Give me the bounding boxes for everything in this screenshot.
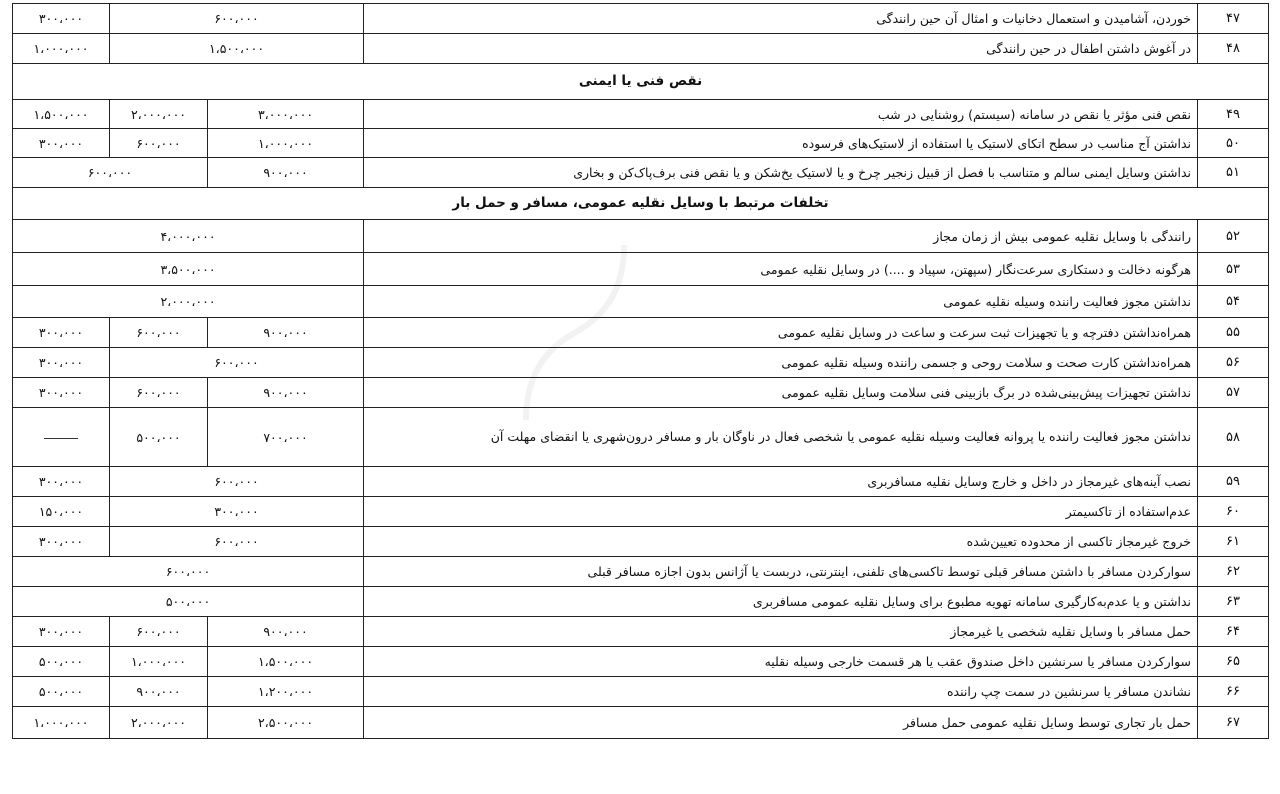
fine-amount-mid: ۹۰۰،۰۰۰ xyxy=(110,677,208,707)
table-row xyxy=(13,467,1269,497)
fine-amount: ۶۰۰،۰۰۰ xyxy=(13,557,364,587)
violation-description: نداشتن مجوز فعالیت راننده وسیله نقلیه عمومی xyxy=(364,286,1198,318)
table-row xyxy=(13,318,1269,348)
row-number: ۵۹ xyxy=(1198,467,1269,497)
table-row xyxy=(13,677,1269,707)
fine-amount: ۵۰۰،۰۰۰ xyxy=(13,587,364,617)
fine-amount-mid: ۶۰۰،۰۰۰ xyxy=(110,318,208,348)
fine-amount: ۳۰۰،۰۰۰ xyxy=(110,497,364,527)
table-row xyxy=(13,348,1269,378)
section-heading-public-transport: تخلفات مرتبط با وسایل نقلیه عمومی، مسافر و حمل بار xyxy=(13,188,1269,220)
dash-mark xyxy=(44,438,78,439)
fine-amount: ۶۰۰،۰۰۰ xyxy=(110,467,364,497)
fine-amount-mid: ۶۰۰،۰۰۰ xyxy=(110,129,208,158)
violation-description: در آغوش داشتن اطفال در حین رانندگی xyxy=(364,34,1198,64)
fine-amount: ۶۰۰،۰۰۰ xyxy=(110,527,364,557)
fine-amount-high: ۹۰۰،۰۰۰ xyxy=(208,378,364,408)
row-number: ۵۷ xyxy=(1198,378,1269,408)
row-number: ۵۱ xyxy=(1198,158,1269,188)
table-row xyxy=(13,129,1269,158)
fine-amount-high: ۱،۲۰۰،۰۰۰ xyxy=(208,677,364,707)
violation-description: نداشتن تجهیزات پیش‌بینی‌شده در برگ بازبینی فنی سلامت وسایل نقلیه عمومی xyxy=(364,378,1198,408)
row-number: ۴۷ xyxy=(1198,4,1269,34)
violation-description: خوردن، آشامیدن و استعمال دخانیات و امثال آن حین رانندگی xyxy=(364,4,1198,34)
section-heading-row xyxy=(13,64,1269,100)
fine-amount-empty xyxy=(13,408,110,467)
row-number: ۴۹ xyxy=(1198,100,1269,129)
fine-amount-mid: ۲،۰۰۰،۰۰۰ xyxy=(110,100,208,129)
violation-description: همراه‌نداشتن کارت صحت و سلامت روحی و جسمی راننده وسیله نقلیه عمومی xyxy=(364,348,1198,378)
fine-amount-mid: ۵۰۰،۰۰۰ xyxy=(110,408,208,467)
row-number: ۵۰ xyxy=(1198,129,1269,158)
violation-description: هرگونه دخالت و دستکاری سرعت‌نگار (سپهتن، سپیاد و ....) در وسایل نقلیه عمومی xyxy=(364,253,1198,286)
fine-amount-low: ۳۰۰،۰۰۰ xyxy=(13,318,110,348)
table-row xyxy=(13,100,1269,129)
section-heading-technical: نقص فنی یا ایمنی xyxy=(13,64,1269,100)
fine-amount-mid: ۲،۰۰۰،۰۰۰ xyxy=(110,707,208,739)
fine-amount-mid: ۶۰۰،۰۰۰ xyxy=(110,617,208,647)
fine-amount-mid: ۱،۰۰۰،۰۰۰ xyxy=(110,647,208,677)
fine-amount-low: ۶۰۰،۰۰۰ xyxy=(13,158,208,188)
table-row xyxy=(13,527,1269,557)
fines-table xyxy=(12,3,1269,739)
fine-amount-low: ۳۰۰،۰۰۰ xyxy=(13,4,110,34)
table-row xyxy=(13,286,1269,318)
row-number: ۴۸ xyxy=(1198,34,1269,64)
violation-description: همراه‌نداشتن دفترچه و یا تجهیزات ثبت سرعت و ساعت در وسایل نقلیه عمومی xyxy=(364,318,1198,348)
table-row xyxy=(13,557,1269,587)
fine-amount-high: ۷۰۰،۰۰۰ xyxy=(208,408,364,467)
violation-description: نصب آینه‌های غیرمجاز در داخل و خارج وسایل نقلیه مسافربری xyxy=(364,467,1198,497)
table-row xyxy=(13,378,1269,408)
row-number: ۵۳ xyxy=(1198,253,1269,286)
violation-description: سوارکردن مسافر با داشتن مسافر قبلی توسط تاکسی‌های تلفنی، اینترنتی، دربست یا آژانس بدون اجازه مسافر قبلی xyxy=(364,557,1198,587)
fine-amount-low: ۳۰۰،۰۰۰ xyxy=(13,129,110,158)
row-number: ۶۷ xyxy=(1198,707,1269,739)
table-row xyxy=(13,158,1269,188)
violation-description: رانندگی با وسایل نقلیه عمومی بیش از زمان مجاز xyxy=(364,220,1198,253)
row-number: ۵۲ xyxy=(1198,220,1269,253)
fine-amount-high: ۱،۵۰۰،۰۰۰ xyxy=(208,647,364,677)
fine-amount: ۴،۰۰۰،۰۰۰ xyxy=(13,220,364,253)
row-number: ۶۴ xyxy=(1198,617,1269,647)
table-row xyxy=(13,647,1269,677)
violation-description: عدم‌استفاده از تاکسیمتر xyxy=(364,497,1198,527)
fine-amount-high: ۹۰۰،۰۰۰ xyxy=(208,617,364,647)
fine-amount-low: ۱،۵۰۰،۰۰۰ xyxy=(13,100,110,129)
row-number: ۶۶ xyxy=(1198,677,1269,707)
fine-amount-high: ۳،۰۰۰،۰۰۰ xyxy=(208,100,364,129)
fine-amount-low: ۱۵۰،۰۰۰ xyxy=(13,497,110,527)
fine-amount-low: ۳۰۰،۰۰۰ xyxy=(13,617,110,647)
violation-description: حمل مسافر با وسایل نقلیه شخصی یا غیرمجاز xyxy=(364,617,1198,647)
table-row xyxy=(13,220,1269,253)
violation-description: نداشتن و یا عدم‌به‌کارگیری سامانه تهویه مطبوع برای وسایل نقلیه عمومی مسافربری xyxy=(364,587,1198,617)
fine-amount-low: ۳۰۰،۰۰۰ xyxy=(13,378,110,408)
fine-amount-high: ۹۰۰،۰۰۰ xyxy=(208,158,364,188)
violation-description: نداشتن وسایل ایمنی سالم و متناسب با فصل از قبیل زنجیر چرخ و یا لاستیک یخ‌شکن و یا نقص فنی برف‌پاک‌کن و بخاری xyxy=(364,158,1198,188)
fine-amount-low: ۵۰۰،۰۰۰ xyxy=(13,677,110,707)
violation-description: نشاندن مسافر یا سرنشین در سمت چپ راننده xyxy=(364,677,1198,707)
fine-amount: ۱،۵۰۰،۰۰۰ xyxy=(110,34,364,64)
table-row xyxy=(13,617,1269,647)
fine-amount-high: ۲،۵۰۰،۰۰۰ xyxy=(208,707,364,739)
fine-amount-low: ۳۰۰،۰۰۰ xyxy=(13,527,110,557)
fine-amount: ۳،۵۰۰،۰۰۰ xyxy=(13,253,364,286)
row-number: ۵۶ xyxy=(1198,348,1269,378)
violation-description: نقص فنی مؤثر یا نقص در سامانه (سیستم) روشنایی در شب xyxy=(364,100,1198,129)
fine-amount-low: ۵۰۰،۰۰۰ xyxy=(13,647,110,677)
violation-description: نداشتن آج مناسب در سطح اتکای لاستیک یا استفاده از لاستیک‌های فرسوده xyxy=(364,129,1198,158)
fine-amount-low: ۱،۰۰۰،۰۰۰ xyxy=(13,34,110,64)
violation-description: سوارکردن مسافر یا سرنشین داخل صندوق عقب یا هر قسمت خارجی وسیله نقلیه xyxy=(364,647,1198,677)
fine-amount-high: ۹۰۰،۰۰۰ xyxy=(208,318,364,348)
row-number: ۵۵ xyxy=(1198,318,1269,348)
table-row xyxy=(13,408,1269,467)
violation-description: نداشتن مجوز فعالیت راننده یا پروانه فعالیت وسیله نقلیه عمومی یا شخصی فعال در ناوگان بار و مسافر درون‌شهری یا انقضای مهلت آن xyxy=(364,408,1198,467)
table-row xyxy=(13,707,1269,739)
row-number: ۶۵ xyxy=(1198,647,1269,677)
fine-amount-mid: ۶۰۰،۰۰۰ xyxy=(110,378,208,408)
section-heading-row xyxy=(13,188,1269,220)
fine-amount-low: ۳۰۰،۰۰۰ xyxy=(13,467,110,497)
fine-amount: ۶۰۰،۰۰۰ xyxy=(110,348,364,378)
row-number: ۶۳ xyxy=(1198,587,1269,617)
table-row xyxy=(13,4,1269,34)
fine-amount-low: ۳۰۰،۰۰۰ xyxy=(13,348,110,378)
table-row xyxy=(13,587,1269,617)
table-row xyxy=(13,34,1269,64)
violation-description: خروج غیرمجاز تاکسی از محدوده تعیین‌شده xyxy=(364,527,1198,557)
violation-description: حمل بار تجاری توسط وسایل نقلیه عمومی حمل مسافر xyxy=(364,707,1198,739)
table-row xyxy=(13,497,1269,527)
fine-amount-low: ۱،۰۰۰،۰۰۰ xyxy=(13,707,110,739)
row-number: ۶۲ xyxy=(1198,557,1269,587)
fine-amount: ۲،۰۰۰،۰۰۰ xyxy=(13,286,364,318)
row-number: ۵۸ xyxy=(1198,408,1269,467)
fine-amount-high: ۱،۰۰۰،۰۰۰ xyxy=(208,129,364,158)
table-row xyxy=(13,253,1269,286)
row-number: ۶۱ xyxy=(1198,527,1269,557)
fine-amount: ۶۰۰،۰۰۰ xyxy=(110,4,364,34)
row-number: ۵۴ xyxy=(1198,286,1269,318)
row-number: ۶۰ xyxy=(1198,497,1269,527)
